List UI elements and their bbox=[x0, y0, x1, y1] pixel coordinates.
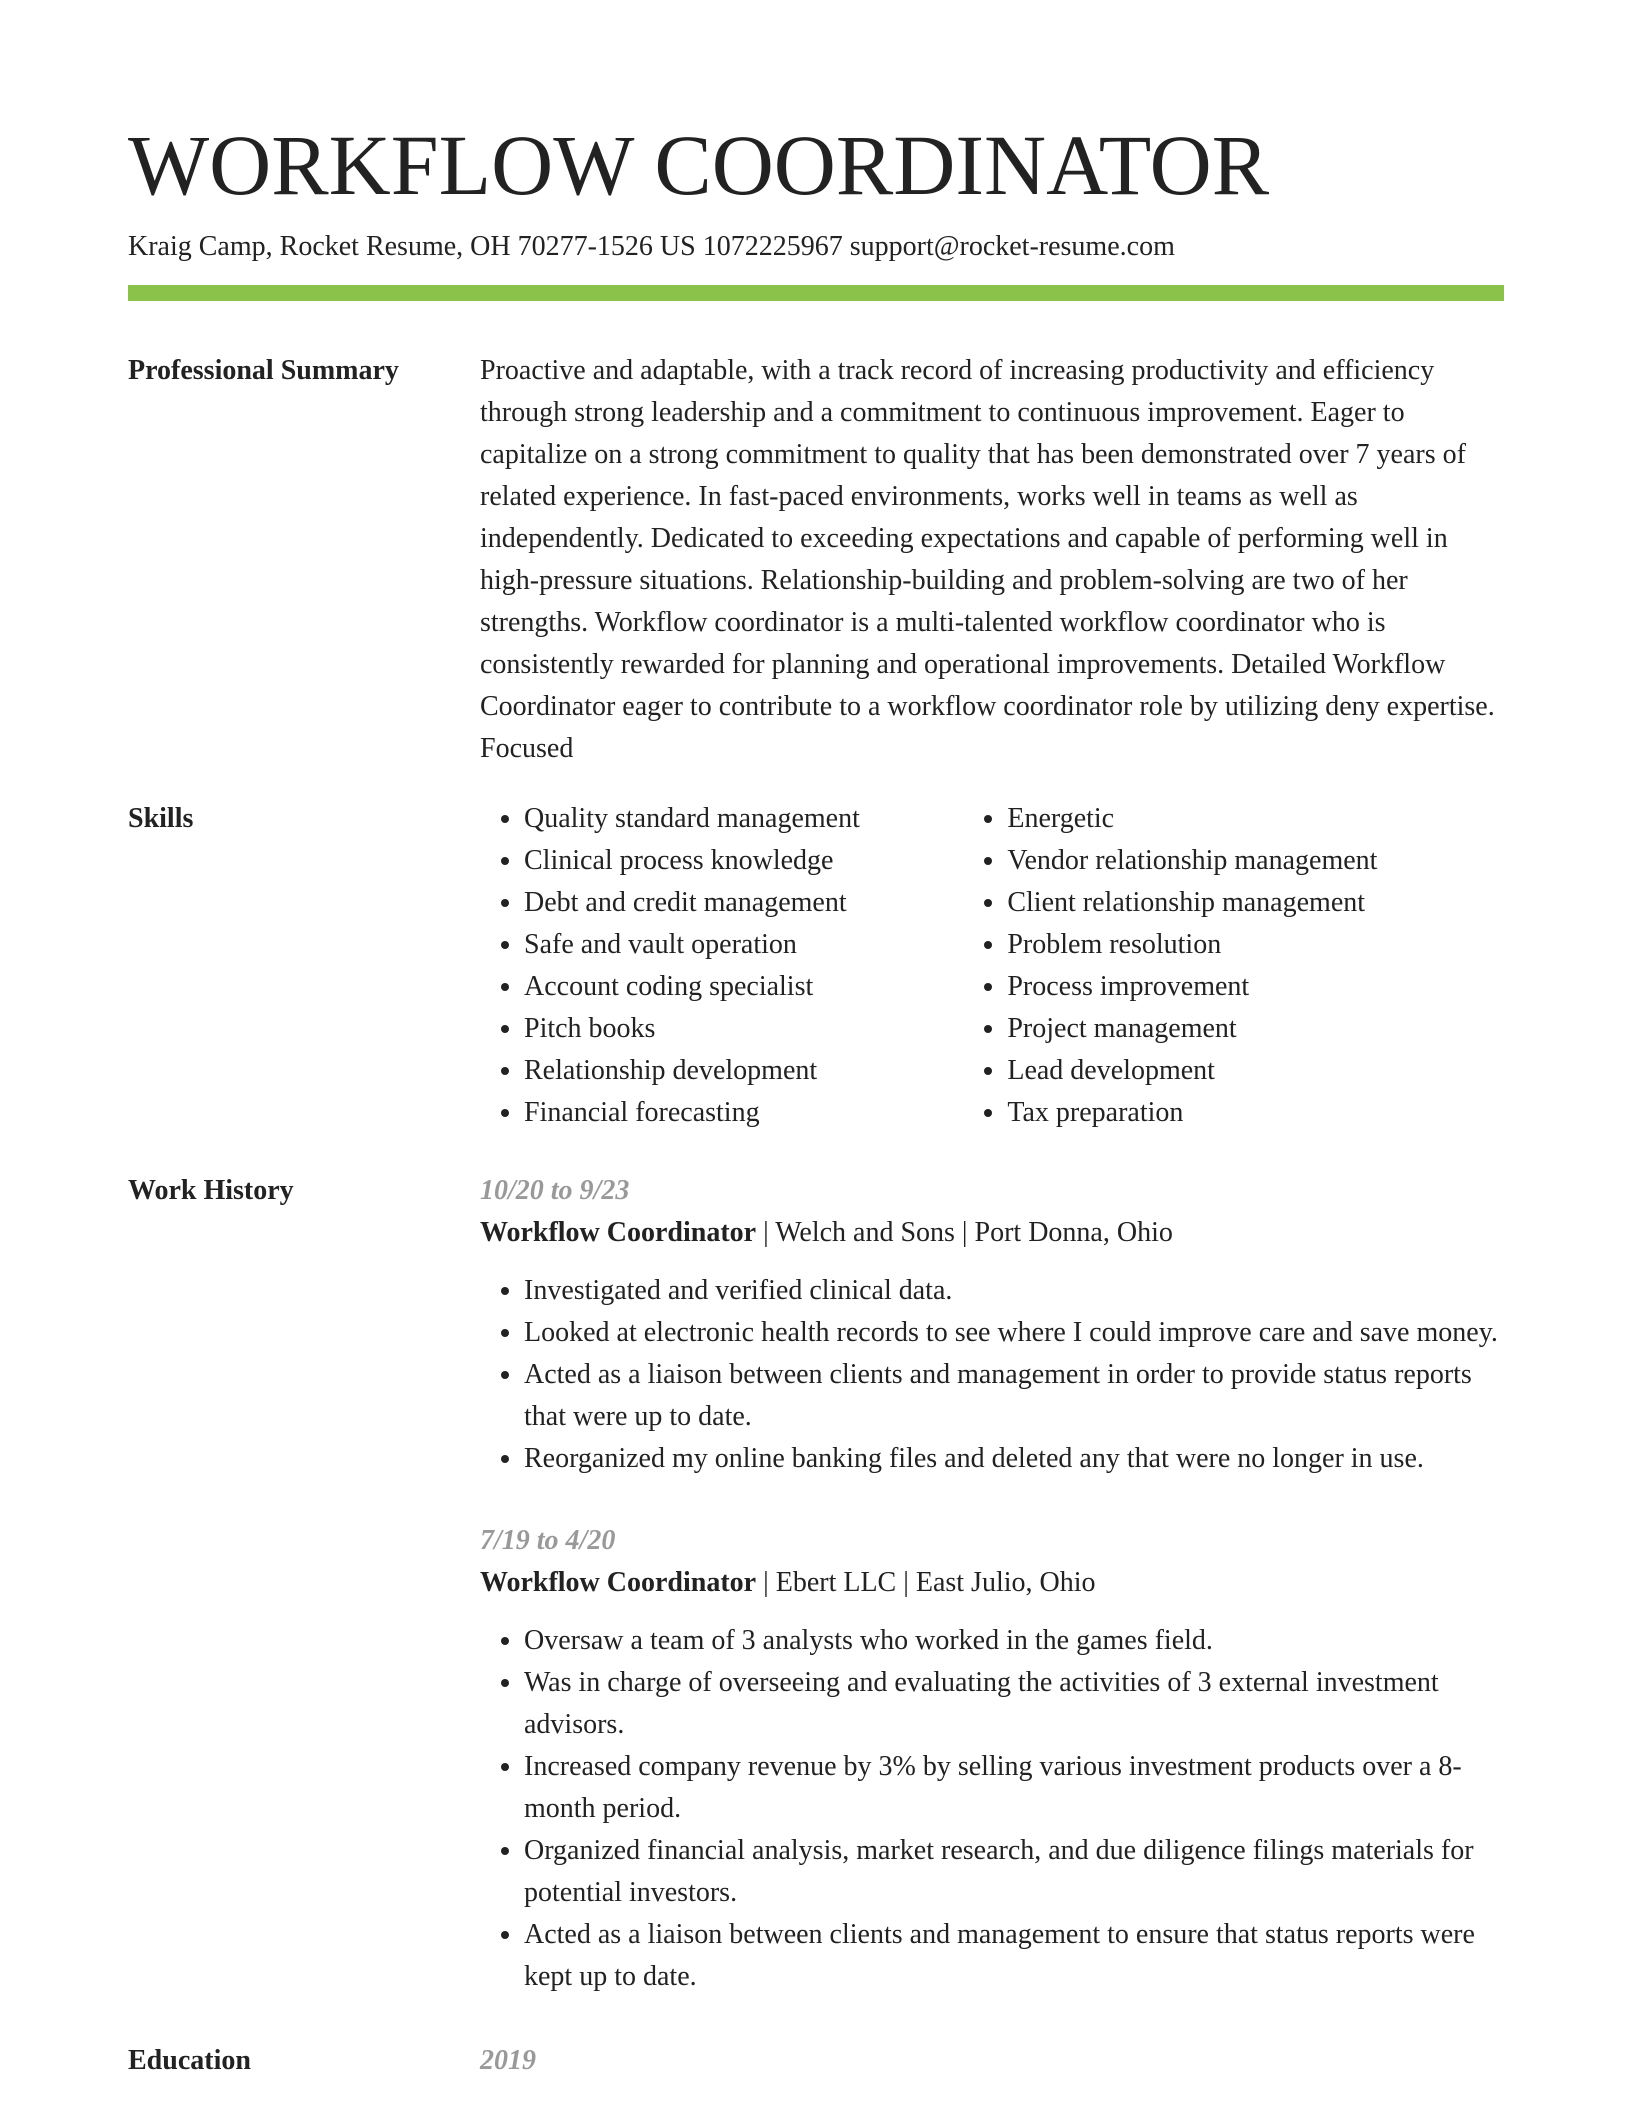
job-bullet: • Acted as a liaison between clients and management to ensure that status reports were kept up to date. bbox=[524, 1914, 1504, 1998]
job-bullet: • Organized financial analysis, market research, and due diligence filings materials for potential investors. bbox=[524, 1830, 1504, 1914]
job-dates: 10/20 to 9/23 bbox=[480, 1175, 630, 1206]
skills-column-left bbox=[480, 798, 963, 1134]
skill-item: • Problem resolution bbox=[1007, 924, 1504, 966]
skill-item: • Vendor relationship management bbox=[1007, 840, 1504, 882]
job-bullets bbox=[480, 1270, 1504, 1480]
job-bullet: • Oversaw a team of 3 analysts who worked in the games field. bbox=[524, 1620, 1504, 1662]
job-bullet: • Reorganized my online banking files and deleted any that were no longer in use. bbox=[524, 1438, 1504, 1480]
education-label: Education bbox=[128, 2045, 251, 2076]
contact-phone: 1072225967 bbox=[702, 231, 843, 262]
job-bullet: • Investigated and verified clinical data. bbox=[524, 1270, 1504, 1312]
job-details: | Ebert LLC | East Julio, Ohio bbox=[756, 1567, 1096, 1598]
skills-column-right bbox=[963, 798, 1504, 1134]
job-title-line bbox=[480, 1562, 1504, 1604]
skill-item: • Debt and credit management bbox=[524, 882, 963, 924]
education-body bbox=[480, 2040, 1504, 2082]
work-history-label: Work History bbox=[128, 1175, 294, 1206]
summary-text: Proactive and adaptable, with a track record of increasing productivity and efficiency through strong leadership and a commitment to continuous improvement. Eager to capitalize on a strong commitment to quality that has been demonstrated over 7 years of related experience. In fast-paced environments, works well in teams as well as independently. Dedicated to exceeding expectations and capable of performing well in high-pressure situations. Relationship-building and problem-solving are two of her strengths. Workflow coordinator is a multi-talented workflow coordinator who is consistently rewarded for planning and operational improvements. Detailed Workflow Coordinator eager to contribute to a workflow coordinator role by utilizing deny expertise. Focused bbox=[480, 355, 1495, 764]
job-details: | Welch and Sons | Port Donna, Ohio bbox=[756, 1217, 1173, 1248]
skill-item: • Quality standard management bbox=[524, 798, 963, 840]
work-history-body bbox=[480, 1170, 1504, 2038]
education-year: 2019 bbox=[480, 2045, 536, 2076]
summary-label: Professional Summary bbox=[128, 355, 399, 386]
skill-item: • Project management bbox=[1007, 1008, 1504, 1050]
skill-item: • Pitch books bbox=[524, 1008, 963, 1050]
job-bullet: • Was in charge of overseeing and evaluating the activities of 3 external investment advisors. bbox=[524, 1662, 1504, 1746]
skill-item: • Process improvement bbox=[1007, 966, 1504, 1008]
job-entry bbox=[480, 1520, 1504, 1998]
contact-line bbox=[128, 230, 1175, 264]
job-bullets bbox=[480, 1620, 1504, 1998]
job-dates: 7/19 to 4/20 bbox=[480, 1525, 616, 1556]
skill-item: • Energetic bbox=[1007, 798, 1504, 840]
contact-name: Kraig Camp, bbox=[128, 231, 273, 262]
job-bullet: • Acted as a liaison between clients and management in order to provide status reports that were up to date. bbox=[524, 1354, 1504, 1438]
summary-body bbox=[480, 350, 1504, 770]
contact-email[interactable]: support@rocket-resume.com bbox=[849, 231, 1175, 262]
skills-label: Skills bbox=[128, 803, 194, 834]
resume-title: WORKFLOW COORDINATOR bbox=[128, 117, 1270, 213]
skill-item: • Tax preparation bbox=[1007, 1092, 1504, 1134]
skill-item: • Account coding specialist bbox=[524, 966, 963, 1008]
skill-item: • Financial forecasting bbox=[524, 1092, 963, 1134]
header-accent-rule bbox=[128, 285, 1504, 301]
job-role: Workflow Coordinator bbox=[480, 1217, 757, 1248]
skill-item: • Relationship development bbox=[524, 1050, 963, 1092]
skill-item: • Clinical process knowledge bbox=[524, 840, 963, 882]
contact-address: Rocket Resume, OH 70277-1526 US bbox=[279, 231, 696, 262]
skills-body bbox=[480, 798, 1504, 1134]
skill-item: • Safe and vault operation bbox=[524, 924, 963, 966]
job-title-line bbox=[480, 1212, 1504, 1254]
skill-item: • Client relationship management bbox=[1007, 882, 1504, 924]
job-entry bbox=[480, 1170, 1504, 1480]
job-bullet: • Increased company revenue by 3% by selling various investment products over a 8-month period. bbox=[524, 1746, 1504, 1830]
job-role: Workflow Coordinator bbox=[480, 1567, 757, 1598]
skill-item: • Lead development bbox=[1007, 1050, 1504, 1092]
job-bullet: • Looked at electronic health records to see where I could improve care and save money. bbox=[524, 1312, 1504, 1354]
